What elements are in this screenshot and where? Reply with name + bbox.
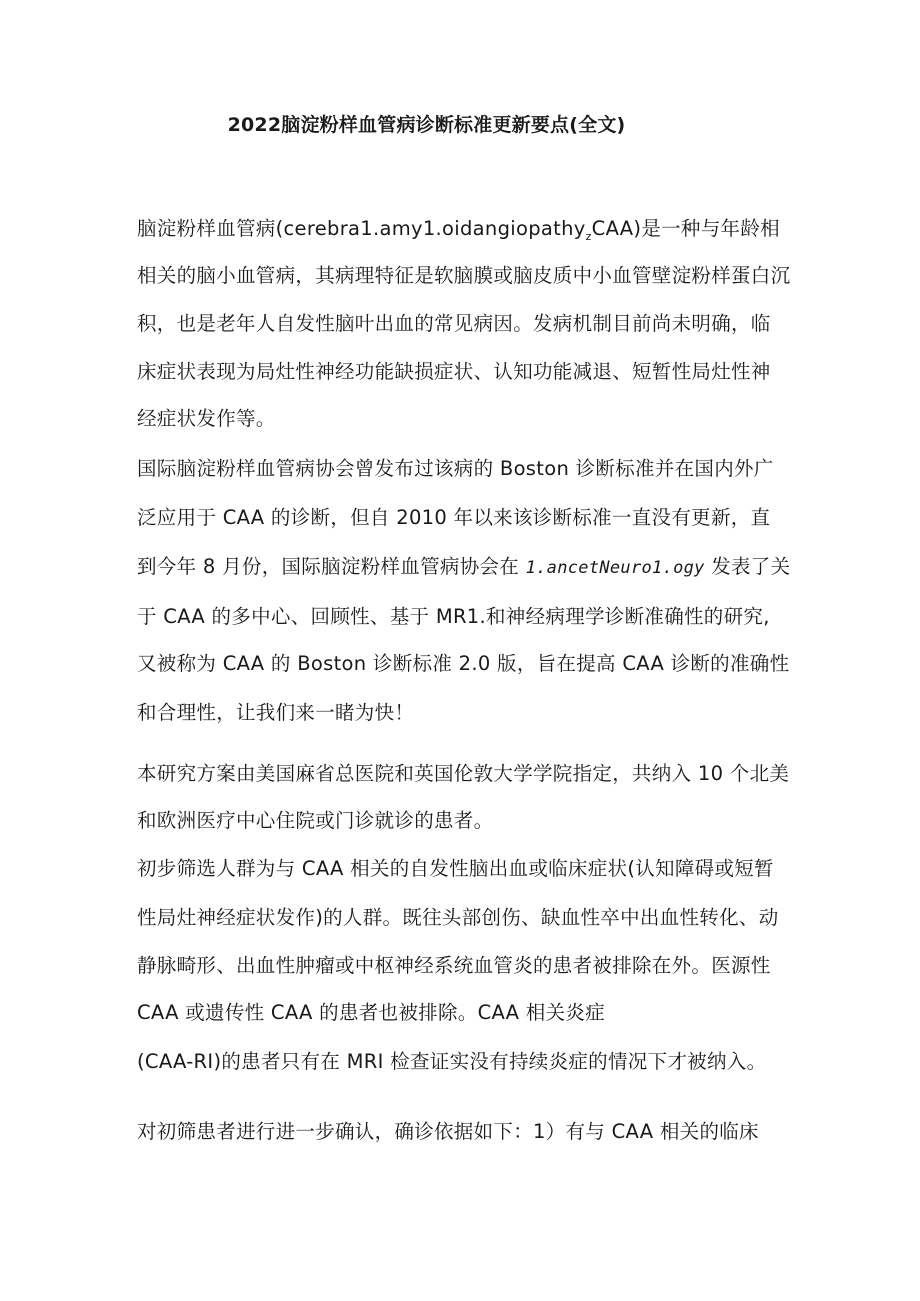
paragraph-line: 床症状表现为局灶性神经功能缺损症状、认知功能减退、短暂性局灶性神 [137,360,771,383]
paragraph-line: 又被称为 CAA 的 Boston 诊断标准 2.0 版，旨在提高 CAA 诊断的准确性 [137,652,790,675]
page-title: 2022脑淀粉样血管病诊断标准更新要点(全文) [227,114,626,136]
paragraph-line: 泛应用于 CAA 的诊断，但自 2010 年以来该诊断标准一直没有更新，直 [137,506,771,529]
paragraph-line: 和合理性，让我们来一睹为快！ [137,701,415,724]
paragraph-line: 于 CAA 的多中心、回顾性、基于 MR1.和神经病理学诊断准确性的研究, [137,605,770,628]
paragraph-line: 经症状发作等。 [137,407,276,430]
paragraph-line: (CAA-RI)的患者只有在 MRI 检查证实没有持续炎症的情况下才被纳入。 [137,1050,767,1073]
paragraph-line: 积，也是老年人自发性脑叶出血的常见病因。发病机制目前尚未明确，临 [137,312,771,335]
paragraph-line: 相关的脑小血管病，其病理特征是软脑膜或脑皮质中小血管壁淀粉样蛋白沉 [137,264,791,287]
paragraph-line: CAA 或遗传性 CAA 的患者也被排除。CAA 相关炎症 [137,1001,606,1024]
paragraph-line: 静脉畸形、出血性肿瘤或中枢神经系统血管炎的患者被排除在外。医源性 [137,954,771,977]
line-text: 脑淀粉样血管病(cerebra1.amy1.oidangiopathy [137,217,586,240]
paragraph-line: 国际脑淀粉样血管病协会曾发布过该病的 Boston 诊断标准并在国内外广 [137,457,774,480]
paragraph-line [137,553,790,582]
line-text: 发表了关 [704,555,791,578]
paragraph-line: 本研究方案由美国麻省总医院和英国伦敦大学学院指定，共纳入 10 个北美 [137,762,790,785]
journal-name: 1.ancetNeuro1.ogy [525,558,705,578]
paragraph-line: 初步筛选人群为与 CAA 相关的自发性脑出血或临床症状(认知障碍或短暂 [137,857,774,880]
line-text: 到今年 8 月份，国际脑淀粉样血管病协会在 [137,555,526,578]
line-text: CAA)是一种与年龄相 [591,217,780,240]
paragraph-line [137,215,780,246]
line-subscript: z [585,230,592,243]
paragraph-line: 性局灶神经症状发作)的人群。既往头部创伤、缺血性卒中出血性转化、动 [137,906,779,929]
paragraph-line: 和欧洲医疗中心住院或门诊就诊的患者。 [137,809,494,832]
paragraph-line: 对初筛患者进行进一步确认，确诊依据如下：1）有与 CAA 相关的临床 [137,1120,759,1143]
